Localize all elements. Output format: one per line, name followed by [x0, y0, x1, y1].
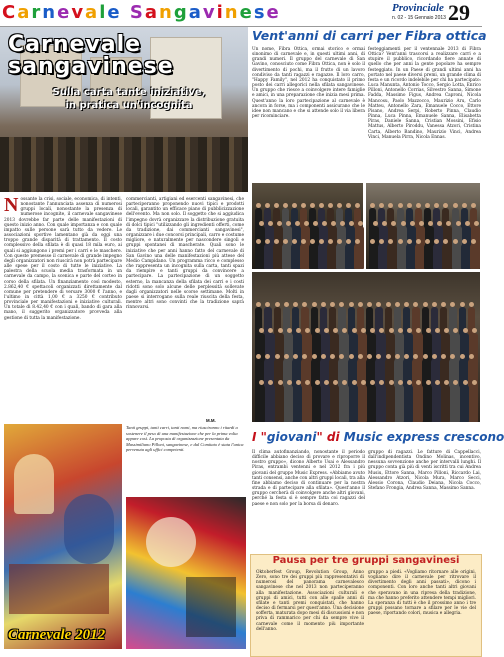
carnival-photo-right: [126, 497, 246, 649]
section-title-letter: r: [31, 2, 43, 23]
person-silhouette: [327, 244, 334, 269]
photo-label: Carnevale 2012: [8, 627, 106, 643]
person-silhouette: [415, 244, 422, 269]
section-title-letter: g: [173, 2, 189, 23]
person-silhouette: [314, 385, 321, 422]
section-title-letter: l: [99, 2, 108, 23]
person-silhouette: [273, 244, 280, 269]
person-silhouette: [424, 244, 431, 269]
person-silhouette: [434, 385, 441, 422]
person-silhouette: [388, 385, 395, 422]
article3-column-1: Il clima autofinanziando, nonostante il periodo difficile abbiano deciso di provare e riproporre il nostro gruppo», dicono Alberto Usai e Alessandro Piras, entrambi ventenni e nel 2012 fra i più giovani del gruppo Music Express. «Abbiamo avuto tanti consensi, anche con altri gruppi locali, tra alla fine abbiamo deciso di continuare per la nostra strada e di partecipare alla sfilata». Quest'anno il gruppo cercherà di coinvolgere anche altri giovani, perché la festa si è sempre fatta coi ragazzi del paese e non solo per la borsa di denaro.: [252, 450, 365, 507]
section-title-letter: e: [266, 2, 281, 23]
group-photo-1: [252, 183, 363, 269]
person-silhouette: [258, 385, 265, 422]
article1-column-1-text: ossante la crisi, sociale, economica, di intenti, nonostante l'annunciata assenza di numerosi gruppi locali, nonostante la presenza di numerose incognite, il carnevale sangavinese 2013 dovrebbe far parte delle manifestazioni di questo inizio anno. Con quale importanza e con quale impatto sulle persone sarà tutto da vedere. Le associazioni sportive lamentano già da oggi una troppo grande disparità di trattamento. Il costo complessivo della sfilata è di quasi 18 mila euro, ai quali si aggiungono i premi per i carri e le maschere. Con queste premesse il carnevale di grande impegno degli organizzatori non riuscirà non potrà partecipare alle spese per il costo di tutte le iniziative. La palestra della scuola media trasformata in un carnevale da campo, la scenica e parte del corteo in corso della sfilata. Un finanziamento così modesto, 2.862,40 € spettacoli organizzati direttamente dal comune per pretendere di versare 3000 € l'anno, e l'ultimo in città 1,00 € a 3250 € contributo provinciale per manifestazioni e iniziative culturali. Un totale di 8.42,40 € con i quali, bando di gara alla mano, il suggerito organizzatore provveda alla gestione di tutta la manifestazione.: [4, 197, 122, 321]
group-photo-2: [366, 183, 480, 269]
article2-title: Vent'anni di carri per Fibra ottica: [252, 28, 487, 43]
drop-cap: N: [4, 194, 19, 216]
person-silhouette: [286, 385, 293, 422]
person-silhouette: [291, 244, 298, 269]
section-title-letter: n: [159, 2, 174, 23]
person-silhouette: [295, 385, 302, 422]
person-silhouette: [282, 244, 289, 269]
article1-column-2: commercianti, artigiani ed esercenti sangavinesi, che parteciperanno proponendo nuovi tipici e prodotti locali, garantito un efficace piano di pubblicizzazione dell'evento. Ma non solo. Il soggetto che si aggiudica l'impegno dovrà organizzare la distribuzione gratuita di dolci tipici "utilizzando gli ingredienti offerti, come da tradizione, dai commercianti sangavinesi", organizzare i due concorsi principali, carro e costume migliore, e naturalmente per nascondere singoli e gruppi spontanei di mascherate. Quali sono le iniziative che per anni hanno fatto del carnevale di San Gavino una delle manifestazioni più attese del Medio Campidano. Un programma ricco e complesso che rappresenta un incognita sulla carta, tanti spazi da riempire e tanti gruppi da convincere a partecipare. La partecipazione di un soggetto esterno, la mancanza della sfilata dei carri e i costi ridotti sono solo alcune delle perplessità sollevate dagli organizzatori nelle scorse settimane. Molti in paese si interrogano sulla reale riuscita della festa, mentre altri sono convinti che la tradizione saprà rinnovarsi.: [126, 197, 244, 311]
article1-caption: Tanti gruppi, tanti carri, tanti nomi, ma riusciranno i ritardi a sostenere il peso di una manifestazione che per la prima volta appare così. La proposta di organizzazione presentata da Massimiliano Pilloni, sangavinese, e dal Comitato è stata l'unica pervenuta agli uffici competenti.: [126, 425, 244, 453]
section-title-letter: a: [85, 2, 100, 23]
person-silhouette: [397, 385, 404, 422]
person-silhouette: [397, 244, 404, 269]
article2-column-1: Un nome, Fibra Ottica, ormai storico e ormai sinonimo di carnevale e, in questi ultimi anni, di grandi numeri. Il gruppo del carnevale di San Gavino, conosciuto come Fibra Ottica, non è solo il divertimento di pochi, ma il frutto di un lavoro condiviso da tanti ragazzi e ragazze. Il loro carro, "Happy Family", nel 2012 ha conquistato il primo posto dei carri allegorici nella sfilata sangavinese. Un gruppo che riesce a coinvolgere intere famiglie e amici, in una preparazione che inizia mesi prima. Quest'anno la loro partecipazione al carnevale è ancora in forse, ma i componenti assicurano che le idee non mancano e che si attende solo il via libera per ricominciare.: [252, 47, 365, 120]
article3-title-prefix: I ": [252, 430, 267, 444]
person-silhouette: [406, 244, 413, 269]
person-silhouette: [471, 385, 478, 422]
person-silhouette: [425, 385, 432, 422]
person-silhouette: [443, 385, 450, 422]
person-silhouette: [415, 385, 422, 422]
person-silhouette: [462, 385, 469, 422]
person-silhouette: [267, 385, 274, 422]
carnival-photo-left: [4, 424, 122, 649]
section-title-letter: i: [216, 2, 225, 23]
article1-column-1: [4, 194, 122, 419]
article3-title-middle: " di: [316, 430, 344, 444]
person-silhouette: [332, 385, 339, 422]
section-title-letter: a: [188, 2, 203, 23]
newspaper-name: Provinciale: [392, 2, 444, 14]
person-silhouette: [309, 244, 316, 269]
section-title-letter: e: [107, 2, 122, 23]
person-silhouette: [341, 385, 348, 422]
article1-author: M.M.: [206, 418, 216, 423]
article-title-line1: Carnevale: [8, 32, 142, 57]
issue-info: n. 02 - 15 Gennaio 2013: [392, 15, 446, 21]
person-silhouette: [452, 385, 459, 422]
section-title-letter: n: [42, 2, 58, 23]
section-title-letter: v: [202, 2, 217, 23]
box-title: Pausa per tre gruppi sangavinesi: [272, 555, 460, 566]
person-silhouette: [318, 244, 325, 269]
section-title-letter: S: [129, 2, 145, 23]
person-silhouette: [360, 385, 367, 422]
person-silhouette: [369, 244, 376, 269]
section-title-letter: s: [253, 2, 267, 23]
person-silhouette: [336, 244, 343, 269]
person-silhouette: [354, 244, 361, 269]
person-silhouette: [378, 244, 385, 269]
section-title: [2, 1, 377, 25]
section-title-letter: [122, 1, 130, 25]
person-silhouette: [369, 385, 376, 422]
section-title-letter: e: [57, 2, 72, 23]
article-subtitle: [14, 86, 244, 112]
section-title-letter: C: [2, 2, 18, 23]
person-silhouette: [345, 244, 352, 269]
article-subtitle-line2: in pratica un'incognita: [65, 100, 193, 111]
box-column-1: Oktoberfest Group, Revolution Group, Anno Zero, sono tre dei gruppi più rappresentativi di numerosi del panorama carnevalesco sangavinese che nel 2013 non parteciperanno alla manifestazione. Associazioni culturali e gruppi di amici, tutti con alle spalle anni di sfilate e tanti premi conquistati, che hanno deciso di fermarsi per quest'anno. Una decisione sofferta, maturata dopo mesi di discussioni e non priva di rammarico per chi da sempre vive il carnevale come il momento più importante dell'anno.: [256, 570, 364, 632]
person-silhouette: [264, 244, 271, 269]
group-photo-3: [252, 272, 480, 422]
person-silhouette: [277, 385, 284, 422]
article2-column-2: festeggiamenti per il ventennale 2013 di Fibra Ottica? Vent'anni trascorsi a realizzare carri e a stupire il pubblico, ricordando fiere annate di quello che per anni la gente popolare ha sempre festeggiato. In un Paese di grandi ultimi anni ha portato nel paese diversi premi, un grande clima di festa e un ricordo indelebile per chi ha partecipato: Luca Manunta, Antonio Tocco, Sergio Lotta, Enrico Pilloni, Antonello Corrias, Silvestro Sanna, Simone Fadda, Massimo Figus, Andrea Caproni, Nicola Mancosu, Paolo Mazzocco, Maurizio Aru, Carlo Matteu, Antonello Zara, Emanuele Cocco, Ettore Pisano, Andrea Serpi, Roberto Pinna, Claudio Pinna, Luca Pinna, Emanuele Sanna, Elisabetta Piras, Daniele Sanna, Cristian Mossini, Efisio Mattus, Alberto Piroddu, Vanessa Atzori, Cristina Carta, Alberto Bandino, Maurizio Vinci, Andrea Vinci, Manuela Pirra, Nicola Ennas.: [368, 47, 481, 140]
section-title-letter: n: [224, 2, 240, 23]
person-silhouette: [323, 385, 330, 422]
person-silhouette: [255, 244, 262, 269]
person-silhouette: [351, 385, 358, 422]
article3-title-emphasis: giovani: [266, 430, 317, 444]
person-silhouette: [387, 244, 394, 269]
page-number: 29: [448, 0, 470, 25]
person-silhouette: [406, 385, 413, 422]
box-column-2: gruppo a piedi. «Vogliamo ritornare alle origini, vogliamo dire il carnevale per ritrovare il divertimento degli anni passati», dicono i componenti. Con loro anche tanti altri giovani che speravano in una ripresa della tradizione, ma che hanno preferito attendere tempi migliori. La speranza di tutti è che il prossimo anno i tre gruppi possano tornare a sfilare per le vie del paese, riportando colori, musica e allegria.: [368, 570, 476, 617]
article-subtitle-line1: Sulla carta tante iniziative,: [52, 87, 206, 98]
person-silhouette: [470, 244, 477, 269]
section-title-letter: a: [17, 2, 32, 23]
person-silhouette: [378, 385, 385, 422]
article3-column-2: gruppo di ragazzi. Le fatture di Cappellacci, dall'indipendentista Ondino Molinas, incentivo, nessuna sovvenzione anche per intervalli lunghi. Il gruppo conta già più di venti iscritti tra cui Andrea Musiu, Ettore Sanna, Marco Pilloni, Riccardo Lai, Alessandro Atzori, Nicola Mura, Marco Secci, Alessio Corona, Claudio Deiana, Nicola Cocco, Stefano Frongia, Andrea Sanna, Massimo Sanna.: [368, 450, 481, 492]
person-silhouette: [304, 385, 311, 422]
person-silhouette: [433, 244, 440, 269]
article-title-line2: sangavinese: [8, 54, 174, 79]
section-title-letter: a: [144, 2, 159, 23]
person-silhouette: [452, 244, 459, 269]
person-silhouette: [461, 244, 468, 269]
person-silhouette: [442, 244, 449, 269]
article3-title-rest: Music express crescono: [343, 430, 504, 444]
article-title: [8, 34, 246, 78]
article3-title: [252, 430, 504, 446]
section-title-letter: e: [239, 2, 254, 23]
section-title-letter: v: [71, 2, 86, 23]
person-silhouette: [300, 244, 307, 269]
